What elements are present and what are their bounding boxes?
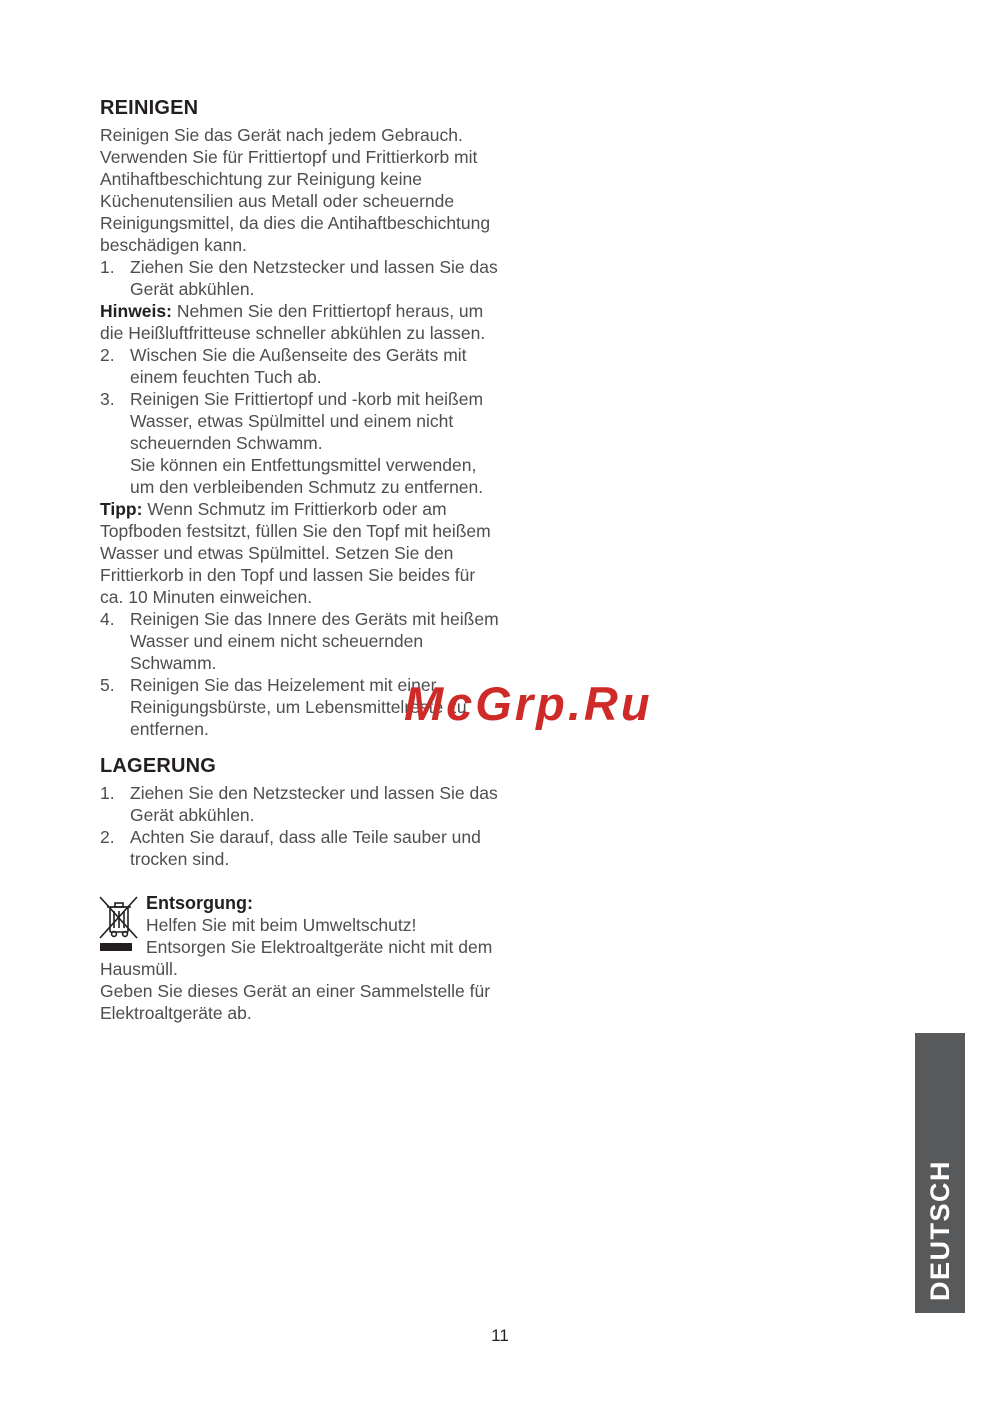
list-item xyxy=(100,388,500,498)
disposal-block xyxy=(100,892,500,1024)
step-number: 5. xyxy=(100,675,115,695)
tipp-label: Tipp: xyxy=(100,499,143,519)
hinweis-text: Nehmen Sie den Frittiertopf heraus, um die Heißluftfritteuse schneller abkühlen zu lassen. xyxy=(100,301,486,343)
list-item xyxy=(100,826,500,870)
step-number: 1. xyxy=(100,257,115,277)
hinweis-label: Hinweis: xyxy=(100,301,172,321)
watermark-mcgrp-ru: McGrp.Ru xyxy=(404,677,653,730)
list-item xyxy=(100,782,500,826)
section-heading-reinigen: REINIGEN xyxy=(100,97,199,119)
step-text xyxy=(130,388,500,498)
list-item xyxy=(100,608,500,674)
step-text: Reinigen Sie das Heizelement mit einer Reinigungsbürste, um Lebensmittelreste zu entfernen. xyxy=(130,675,467,739)
tipp-note xyxy=(100,498,500,608)
step-text: Achten Sie darauf, dass alle Teile sauber und trocken sind. xyxy=(130,827,481,869)
step-number: 3. xyxy=(100,389,115,409)
main-text-column xyxy=(100,96,500,1024)
entsorgung-heading: Entsorgung: xyxy=(146,893,253,913)
list-item xyxy=(100,256,500,300)
step-text: Ziehen Sie den Netzstecker und lassen Sie das Gerät abkühlen. xyxy=(130,257,498,299)
step-number: 2. xyxy=(100,345,115,365)
reinigen-step-list-1 xyxy=(100,256,500,300)
step-text-part-2: Sie können ein Entfettungsmittel verwenden, um den verbleibenden Schmutz zu entfernen. xyxy=(130,455,484,497)
hinweis-note xyxy=(100,300,500,344)
step-text: Reinigen Sie das Innere des Geräts mit heißem Wasser und einem nicht scheuernden Schwamm. xyxy=(130,609,499,673)
page-number: 11 xyxy=(491,1326,509,1345)
step-number: 1. xyxy=(100,783,115,803)
language-tab-deutsch xyxy=(915,1033,965,1313)
language-tab-label: DEUTSCH xyxy=(924,1159,955,1301)
section-heading-lagerung: LAGERUNG xyxy=(100,755,217,777)
entsorgung-text-full-width: Geben Sie dieses Gerät an einer Sammelstelle für Elektroaltgeräte ab. xyxy=(100,981,491,1023)
step-number: 2. xyxy=(100,827,115,847)
step-text: Ziehen Sie den Netzstecker und lassen Sie das Gerät abkühlen. xyxy=(130,783,498,825)
reinigen-step-list-2 xyxy=(100,344,500,498)
lagerung-step-list xyxy=(100,782,500,870)
step-text-part-1: Reinigen Sie Frittiertopf und -korb mit heißem Wasser, etwas Spülmittel und einem nicht scheuernden Schwamm. xyxy=(130,389,484,453)
entsorgung-text-beside-icon: Helfen Sie mit beim Umweltschutz! Entsorgen Sie Elektroaltgeräte nicht mit dem Hausmüll. xyxy=(100,915,493,979)
step-text: Wischen Sie die Außenseite des Geräts mit einem feuchten Tuch ab. xyxy=(130,345,467,387)
list-item xyxy=(100,344,500,388)
reinigen-intro-paragraph: Reinigen Sie das Gerät nach jedem Gebrauch. Verwenden Sie für Frittiertopf und Frittierkorb mit Antihaftbeschichtung zur Reinigung keine Küchenutensilien aus Metall oder scheuernde Reinigungsmittel, da dies die Antihaftbeschichtung beschädigen kann. xyxy=(100,125,491,255)
weee-crossed-out-bin-icon xyxy=(98,894,140,952)
tipp-text: Wenn Schmutz im Frittierkorb oder am Topfboden festsitzt, füllen Sie den Topf mit heißem Wasser und etwas Spülmittel. Setzen Sie den Frittierkorb in den Topf und lassen Sie beides für ca. 10 Minuten einweichen. xyxy=(100,499,491,607)
step-number: 4. xyxy=(100,609,115,629)
